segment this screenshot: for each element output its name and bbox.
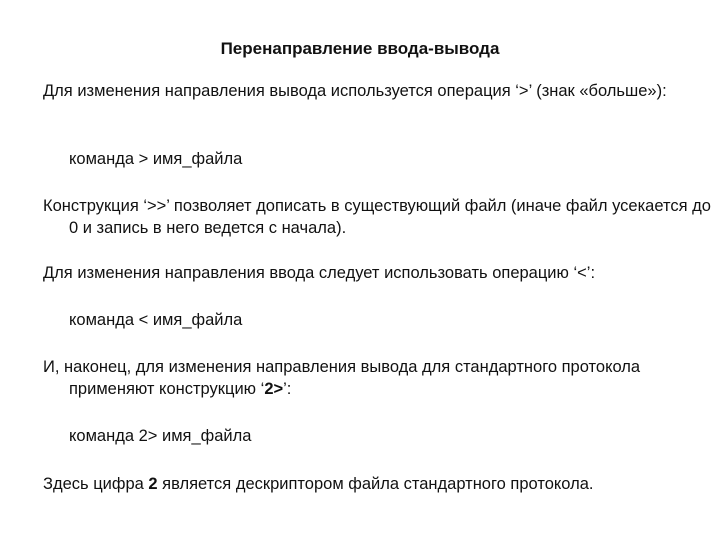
slide-title: Перенаправление ввода-вывода xyxy=(220,39,500,58)
output-redirect-paragraph: Для изменения направления вывода используется операция ‘>’ (знак «больше»): xyxy=(43,82,667,100)
note-text-end: является дескриптором файла стандартного протокола. xyxy=(157,475,594,493)
append-paragraph: Конструкция ‘>>’ позволяет дописать в существующий файл (иначе файл усекается до 0 и запись в него ведется с начала). xyxy=(43,197,711,237)
stderr-operator: 2> xyxy=(264,380,284,398)
descriptor-number: 2 xyxy=(148,475,158,493)
stderr-redirect-paragraph xyxy=(43,356,719,400)
stderr-redirect-command: команда 2> имя_файла xyxy=(69,427,252,445)
stderr-text-end: ’: xyxy=(283,380,292,398)
stderr-text-start: И, наконец, для изменения направления вывода для стандартного протокола применяют конструкцию ‘ xyxy=(43,358,641,398)
descriptor-note-paragraph xyxy=(43,473,719,495)
input-redirect-command: команда < имя_файла xyxy=(69,311,243,329)
input-redirect-paragraph: Для изменения направления ввода следует использовать операцию ‘<’: xyxy=(43,264,596,282)
output-redirect-command: команда > имя_файла xyxy=(69,150,243,168)
note-text-start: Здесь цифра xyxy=(43,475,149,493)
